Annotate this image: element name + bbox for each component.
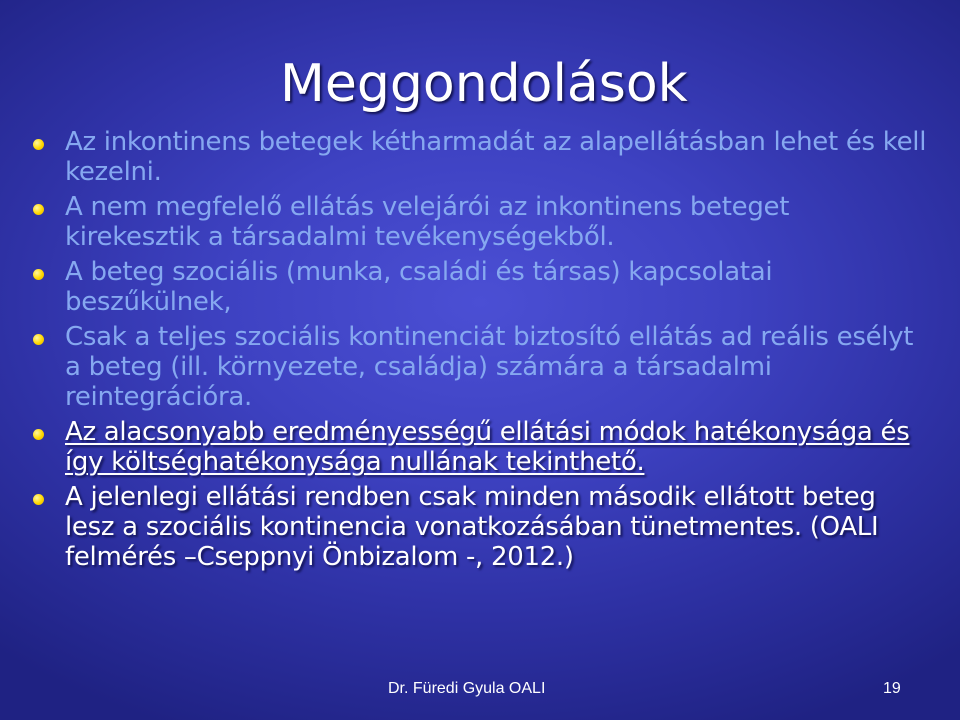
bullet-item [30,322,930,412]
page-number: 19 [883,680,901,697]
bullet-item [30,257,930,317]
bullet-dot-icon [33,429,44,440]
bullet-dot-icon [33,334,44,345]
bullet-text: A jelenlegi ellátási rendben csak minden második ellátott beteg lesz a szociális kontinencia vonatkozásában tünetmentes. (OALI felmérés –Cseppnyi Önbizalom -, 2012.) [65,482,879,572]
bullet-item [30,482,930,572]
bullet-text-underlined: Az alacsonyabb eredményességű ellátási módok hatékonysága és így költséghatékonysága nullának tekinthető. [65,417,910,477]
bullet-text: A beteg szociális (munka, családi és társas) kapcsolatai beszűkülnek, [65,257,773,317]
bullet-text: A nem megfelelő ellátás velejárói az inkontinens beteget kirekesztik a társadalmi tevékenységekből. [65,192,790,252]
footer-author: Dr. Füredi Gyula OALI [388,680,546,697]
bullet-item [30,417,930,477]
bullet-item [30,192,930,252]
bullet-item [30,127,930,187]
bullet-text: Az inkontinens betegek kétharmadát az alapellátásban lehet és kell kezelni. [65,127,927,187]
bullet-dot-icon [33,204,44,215]
bullet-list [30,127,930,577]
bullet-text: Csak a teljes szociális kontinenciát biztosító ellátás ad reális esélyt a beteg (ill. környezete, családja) számára a társadalmi reintegrációra. [65,322,914,412]
slide-title: Meggondolások [280,54,688,114]
bullet-dot-icon [33,139,44,150]
bullet-dot-icon [33,494,44,505]
bullet-dot-icon [33,269,44,280]
